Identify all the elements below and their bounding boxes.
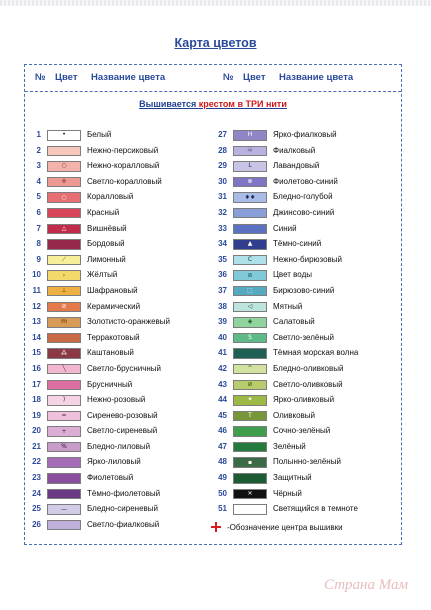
color-name: Цвет воды bbox=[273, 270, 312, 280]
page-title: Карта цветов bbox=[174, 36, 257, 50]
color-swatch bbox=[47, 270, 81, 281]
color-swatch bbox=[233, 161, 267, 172]
color-name: Бледно-сиреневый bbox=[87, 504, 159, 514]
header-num-left: № bbox=[35, 72, 46, 83]
swatch-symbol: ○ bbox=[61, 162, 67, 170]
color-number: 44 bbox=[218, 395, 227, 405]
color-name: Защитный bbox=[273, 473, 312, 483]
color-swatch bbox=[233, 270, 267, 281]
swatch-symbol: ⊘ bbox=[61, 302, 67, 310]
swatch-symbol: ⊥ bbox=[61, 287, 67, 295]
swatch-symbol: ^ bbox=[247, 365, 253, 373]
color-swatch bbox=[47, 192, 81, 203]
stitch-instruction-prefix: Вышивается bbox=[139, 99, 199, 109]
color-name: Коралловый bbox=[87, 192, 134, 202]
color-number: 45 bbox=[218, 410, 227, 420]
swatch-symbol: ◁ bbox=[247, 302, 253, 310]
color-number: 35 bbox=[218, 254, 227, 264]
color-swatch bbox=[233, 317, 267, 328]
color-name: Бледно-лиловый bbox=[87, 441, 151, 451]
table-header bbox=[25, 65, 401, 92]
color-swatch bbox=[233, 177, 267, 188]
color-name: Фиолетовый bbox=[87, 473, 134, 483]
color-name: Золотисто-оранжевый bbox=[87, 317, 170, 327]
header-num-right: № bbox=[223, 72, 234, 83]
color-name: Джинсово-синий bbox=[273, 207, 335, 217]
color-swatch bbox=[233, 224, 267, 235]
color-swatch bbox=[47, 520, 81, 531]
color-name: Мятный bbox=[273, 301, 303, 311]
color-name: Белый bbox=[87, 130, 112, 139]
color-swatch bbox=[47, 364, 81, 375]
swatch-symbol: ╲ bbox=[62, 365, 66, 373]
color-name: Тёмно-синий bbox=[273, 239, 322, 249]
color-name: Нежно-розовый bbox=[87, 395, 146, 405]
color-number: 19 bbox=[32, 410, 41, 420]
color-number: 34 bbox=[218, 239, 227, 249]
color-name: Салатовый bbox=[273, 317, 315, 327]
color-swatch bbox=[233, 426, 267, 437]
swatch-symbol: ⊘ bbox=[247, 271, 253, 279]
color-swatch bbox=[233, 255, 267, 266]
color-number: 13 bbox=[32, 317, 41, 327]
top-edge-strip bbox=[0, 0, 431, 6]
color-name: Сиренево-розовый bbox=[87, 410, 158, 420]
color-swatch bbox=[233, 286, 267, 297]
color-name: Зелёный bbox=[273, 441, 306, 451]
color-swatch bbox=[47, 146, 81, 157]
swatch-symbol: › bbox=[62, 271, 66, 279]
color-number: 7 bbox=[36, 223, 41, 233]
color-number: 9 bbox=[36, 254, 41, 264]
color-number: 27 bbox=[218, 130, 227, 139]
color-swatch bbox=[47, 457, 81, 468]
color-name: Светло-сиреневый bbox=[87, 426, 158, 436]
swatch-symbol: △ bbox=[61, 224, 67, 232]
color-swatch bbox=[233, 395, 267, 406]
color-number: 12 bbox=[32, 301, 41, 311]
color-swatch bbox=[233, 380, 267, 391]
color-number: 21 bbox=[32, 441, 41, 451]
swatch-symbol: ✦ bbox=[247, 396, 253, 404]
color-swatch bbox=[233, 192, 267, 203]
color-number: 17 bbox=[32, 379, 41, 389]
header-swatch-left: Цвет bbox=[55, 72, 78, 83]
color-name: Бледно-оливковый bbox=[273, 363, 344, 373]
color-swatch bbox=[47, 302, 81, 313]
color-swatch bbox=[47, 161, 81, 172]
swatch-symbol: ⬚ bbox=[247, 287, 253, 295]
color-number: 30 bbox=[218, 176, 227, 186]
color-number: 4 bbox=[36, 176, 41, 186]
color-number: 36 bbox=[218, 270, 227, 280]
swatch-symbol: ⟋ bbox=[61, 256, 67, 263]
swatch-symbol: ▪ bbox=[247, 458, 253, 466]
legend-text: -Обозначение центра вышивки bbox=[227, 523, 343, 532]
color-name: Красный bbox=[87, 207, 120, 217]
color-name: Лавандовый bbox=[273, 161, 320, 171]
color-name: Нежно-бирюзовый bbox=[273, 254, 343, 264]
color-number: 29 bbox=[218, 161, 227, 171]
color-name: Ярко-оливковый bbox=[273, 395, 335, 405]
swatch-symbol: H bbox=[247, 131, 253, 139]
color-name: Лимонный bbox=[87, 254, 126, 264]
color-number: 37 bbox=[218, 285, 227, 295]
color-number: 3 bbox=[36, 161, 41, 171]
color-number: 8 bbox=[36, 239, 41, 249]
swatch-symbol: ⁂ bbox=[61, 349, 67, 357]
color-number: 18 bbox=[32, 395, 41, 405]
color-number: 14 bbox=[32, 332, 41, 342]
color-swatch bbox=[233, 489, 267, 500]
color-name: Сочно-зелёный bbox=[273, 426, 331, 436]
color-name: Брусничный bbox=[87, 379, 133, 389]
color-name: Терракотовый bbox=[87, 332, 140, 342]
color-number: 31 bbox=[218, 192, 227, 202]
swatch-symbol: ○ bbox=[61, 193, 67, 201]
color-swatch bbox=[47, 473, 81, 484]
color-number: 40 bbox=[218, 332, 227, 342]
swatch-symbol: ✕ bbox=[247, 489, 253, 497]
color-swatch bbox=[47, 395, 81, 406]
swatch-symbol: ⊘ bbox=[247, 380, 253, 388]
color-swatch bbox=[47, 333, 81, 344]
color-number: 49 bbox=[218, 473, 227, 483]
color-name: Жёлтый bbox=[87, 270, 118, 280]
color-name: Синий bbox=[273, 223, 297, 233]
color-swatch bbox=[233, 364, 267, 375]
color-name: Тёмная морская волна bbox=[273, 348, 359, 358]
color-name: Бордовый bbox=[87, 239, 125, 249]
color-swatch bbox=[233, 333, 267, 344]
color-swatch bbox=[233, 473, 267, 484]
header-name-left: Название цвета bbox=[91, 72, 166, 83]
color-swatch bbox=[233, 504, 267, 515]
color-swatch bbox=[47, 411, 81, 422]
color-number: 47 bbox=[218, 441, 227, 451]
swatch-symbol: ◈ bbox=[247, 318, 253, 326]
color-name: Керамический bbox=[87, 301, 141, 311]
color-number: 50 bbox=[218, 488, 227, 498]
color-number: 25 bbox=[32, 504, 41, 514]
color-number: 1 bbox=[36, 130, 41, 139]
swatch-symbol: ⊗ bbox=[247, 178, 253, 186]
color-swatch bbox=[233, 348, 267, 359]
swatch-symbol: L bbox=[248, 162, 252, 170]
color-number: 22 bbox=[32, 457, 41, 467]
color-number: 48 bbox=[218, 457, 227, 467]
color-name: Бирюзово-синий bbox=[273, 285, 335, 295]
swatch-symbol: ✢ bbox=[61, 178, 67, 186]
color-swatch bbox=[233, 442, 267, 453]
color-number: 43 bbox=[218, 379, 227, 389]
cross-icon bbox=[211, 522, 221, 532]
color-swatch bbox=[47, 130, 81, 141]
swatch-symbol: C bbox=[247, 256, 253, 263]
color-name: Светло-зелёный bbox=[273, 332, 334, 342]
color-name: Чёрный bbox=[273, 488, 302, 498]
color-number: 2 bbox=[36, 145, 41, 155]
color-swatch bbox=[233, 208, 267, 219]
color-number: 16 bbox=[32, 363, 41, 373]
color-swatch bbox=[47, 489, 81, 500]
swatch-symbol: m bbox=[61, 318, 67, 326]
color-name: Фиалковый bbox=[273, 145, 316, 155]
color-number: 42 bbox=[218, 363, 227, 373]
color-swatch bbox=[47, 255, 81, 266]
color-number: 24 bbox=[32, 488, 41, 498]
color-swatch bbox=[233, 146, 267, 157]
color-name: Светло-фиалковый bbox=[87, 519, 160, 529]
color-name: Ярко-лиловый bbox=[87, 457, 141, 467]
color-chart-frame bbox=[24, 64, 402, 545]
header-swatch-right: Цвет bbox=[243, 72, 266, 83]
swatch-symbol: — bbox=[61, 505, 67, 513]
color-name: Нежно-персиковый bbox=[87, 145, 159, 155]
color-number: 15 bbox=[32, 348, 41, 358]
color-swatch bbox=[47, 504, 81, 515]
color-swatch bbox=[47, 239, 81, 250]
color-swatch bbox=[47, 442, 81, 453]
stitch-instruction bbox=[25, 99, 401, 109]
watermark-logo: Страна Мам bbox=[324, 577, 409, 593]
swatch-symbol: • bbox=[62, 131, 66, 139]
swatch-symbol: S bbox=[248, 333, 252, 341]
color-name: Ярко-фиалковый bbox=[273, 130, 337, 139]
color-swatch bbox=[233, 457, 267, 468]
color-name: Светящийся в темноте bbox=[273, 504, 358, 514]
color-swatch bbox=[47, 426, 81, 437]
color-name: Оливковый bbox=[273, 410, 316, 420]
color-swatch bbox=[47, 286, 81, 297]
color-number: 38 bbox=[218, 301, 227, 311]
header-name-right: Название цвета bbox=[279, 72, 354, 83]
color-swatch bbox=[233, 302, 267, 313]
swatch-symbol: T bbox=[248, 411, 252, 419]
color-number: 28 bbox=[218, 145, 227, 155]
color-number: 20 bbox=[32, 426, 41, 436]
color-name: Светло-брусничный bbox=[87, 363, 162, 373]
color-swatch bbox=[47, 177, 81, 188]
color-swatch bbox=[233, 411, 267, 422]
color-name: Вишнёвый bbox=[87, 223, 127, 233]
color-number: 10 bbox=[32, 270, 41, 280]
swatch-symbol: ♦♦ bbox=[244, 193, 256, 201]
swatch-symbol: ▲ bbox=[247, 240, 253, 248]
swatch-symbol: ♾ bbox=[247, 146, 253, 154]
color-name: Светло-оливковый bbox=[273, 379, 343, 389]
color-number: 32 bbox=[218, 207, 227, 217]
color-name: Каштановый bbox=[87, 348, 134, 358]
color-name: Фиолетово-синий bbox=[273, 176, 338, 186]
color-number: 33 bbox=[218, 223, 227, 233]
color-swatch bbox=[47, 348, 81, 359]
color-swatch bbox=[47, 208, 81, 219]
color-name: Шафрановый bbox=[87, 285, 138, 295]
swatch-symbol: = bbox=[61, 411, 67, 419]
color-number: 26 bbox=[32, 519, 41, 529]
color-swatch bbox=[47, 224, 81, 235]
stitch-instruction-highlight: крестом в ТРИ нити bbox=[198, 99, 287, 109]
color-number: 5 bbox=[36, 192, 41, 202]
color-name: Полынно-зелёный bbox=[273, 457, 341, 467]
color-swatch bbox=[47, 380, 81, 391]
color-number: 39 bbox=[218, 317, 227, 327]
color-name: Бледно-голубой bbox=[273, 192, 333, 202]
color-swatch bbox=[47, 317, 81, 328]
color-swatch bbox=[233, 130, 267, 141]
color-number: 11 bbox=[32, 285, 41, 295]
swatch-symbol: % bbox=[61, 443, 67, 451]
color-name: Нежно-коралловый bbox=[87, 161, 160, 171]
swatch-symbol: + bbox=[61, 427, 67, 435]
color-name: Светло-коралловый bbox=[87, 176, 162, 186]
color-number: 23 bbox=[32, 473, 41, 483]
color-number: 46 bbox=[218, 426, 227, 436]
color-swatch bbox=[233, 239, 267, 250]
color-number: 6 bbox=[36, 207, 41, 217]
swatch-symbol: ) bbox=[62, 396, 66, 404]
color-number: 51 bbox=[218, 504, 227, 514]
color-name: Тёмно-фиолетовый bbox=[87, 488, 161, 498]
color-number: 41 bbox=[218, 348, 227, 358]
